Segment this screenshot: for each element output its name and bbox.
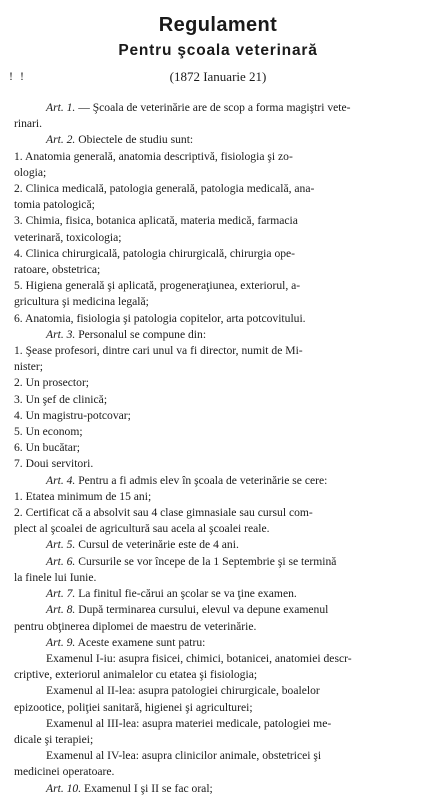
text-line (14, 456, 430, 472)
text-line (14, 554, 430, 570)
line-text: la finele lui Iunie. (14, 570, 97, 584)
article-label: Art. 2. (46, 133, 76, 147)
text-line (14, 586, 430, 602)
text-line (14, 116, 430, 132)
line-text: pentru obţinerea diplomei de maestru de veterinărie. (14, 619, 257, 633)
text-line (14, 489, 430, 505)
text-line (14, 716, 430, 732)
line-text: Examenul al III-lea: asupra materiei medicale, patologiei me- (46, 716, 332, 730)
text-line (14, 440, 430, 456)
line-text: Examenul al II-lea: asupra patologiei chirurgicale, boalelor (46, 684, 320, 698)
line-text: 1. Etatea minimum de 15 ani; (14, 489, 152, 503)
text-line (14, 100, 430, 116)
line-text: — Şcoala de veterinărie are de scop a forma magiştri vete- (75, 101, 351, 114)
text-line (14, 197, 430, 213)
text-line (14, 375, 430, 391)
text-line (14, 505, 430, 521)
line-text: criptive, exteriorul animalelor cu etatea şi fisiologia; (14, 668, 258, 682)
article-label: Art. 8. (46, 603, 76, 617)
article-label: Art. 10. (46, 781, 82, 795)
line-text: 7. Doui servitori. (14, 457, 94, 471)
document-body (14, 100, 430, 797)
line-text: 1. Anatomia generală, anatomia descriptivă, fisiologia şi zo- (14, 149, 293, 163)
text-line (14, 424, 430, 440)
line-text: 2. Un prosector; (14, 376, 90, 390)
text-line (14, 278, 430, 294)
text-line (14, 359, 430, 375)
document-subtitle: Pentru şcoala veterinară (118, 42, 318, 59)
document-title: Regulament (158, 14, 278, 36)
text-line (14, 311, 430, 327)
text-line (14, 683, 430, 699)
text-line (14, 327, 430, 343)
article-label: Art. 5. (46, 538, 76, 552)
text-line (14, 748, 430, 764)
text-line (14, 732, 430, 748)
article-label: Art. 6. (46, 554, 76, 568)
document-date: (1872 Ianuarie 21) (169, 69, 267, 84)
text-line (14, 408, 430, 424)
line-text: gricultura şi medicina legală; (14, 295, 149, 309)
text-line (14, 781, 430, 797)
text-line (14, 294, 430, 310)
line-text: veterinară, toxicologia; (14, 230, 122, 244)
line-text: tomia patologică; (14, 198, 95, 212)
line-text: 4. Clinica chirurgicală, patologia chirurgicală, chirurgia ope- (14, 246, 296, 260)
text-line (14, 181, 430, 197)
text-line (14, 262, 430, 278)
line-text: Examenul I şi II se fac oral; (81, 781, 213, 795)
article-label: Art. 3. (46, 327, 76, 341)
text-line (14, 213, 430, 229)
line-text: 5. Un econom; (14, 425, 83, 439)
text-line (14, 473, 430, 489)
line-text: 2. Certificat că a absolvit sau 4 clase gimnasiale sau cursul com- (14, 506, 313, 520)
line-text: 6. Un bucătar; (14, 441, 80, 455)
text-line (14, 246, 430, 262)
text-line (14, 602, 430, 618)
text-line (14, 392, 430, 408)
line-text: 2. Clinica medicală, patologia generală, patologia medicală, ana- (14, 182, 315, 196)
text-line (14, 700, 430, 716)
line-text: Obiectele de studiu sunt: (75, 133, 194, 147)
line-text: ologia; (14, 165, 47, 179)
line-text: nister; (14, 360, 43, 374)
text-line (14, 149, 430, 165)
article-label: Art. 9. (46, 635, 76, 649)
line-text: plect al şcoalei de agricultură sau acela al şcoalei reale. (14, 522, 270, 536)
margin-marks: ! ! (9, 69, 26, 83)
line-text: 3. Chimia, fisica, botanica aplicată, materia medică, farmacia (14, 214, 298, 228)
line-text: Cursul de veterinărie este de 4 ani. (75, 538, 239, 552)
line-text: epizootice, poliţiei sanitară, higienei şi agriculturei; (14, 700, 253, 714)
text-line (14, 521, 430, 537)
article-label: Art. 7. (46, 587, 76, 601)
line-text: Examenul I-iu: asupra fisicei, chimici, botanicei, anatomiei descr- (46, 651, 352, 665)
line-text: 3. Un şef de clinică; (14, 392, 108, 406)
text-line (14, 537, 430, 553)
line-text: După terminarea cursului, elevul va depune examenul (75, 603, 329, 617)
line-text: La finitul fie-cărui an şcolar se va ţine examen. (75, 587, 297, 601)
text-line (14, 619, 430, 635)
line-text: Pentru a fi admis elev în şcoala de veterinărie se cere: (75, 473, 328, 487)
line-text: Examenul al IV-lea: asupra clinicilor animale, obstetricei şi (46, 749, 322, 763)
line-text: medicinei operatoare. (14, 765, 115, 779)
text-line (14, 667, 430, 683)
line-text: Personalul se compune din: (75, 327, 207, 341)
text-line (14, 635, 430, 651)
line-text: 6. Anatomia, fisiologia şi patologia copitelor, arta potcovitului. (14, 311, 306, 325)
text-line (14, 651, 430, 667)
line-text: 1. Şease profesori, dintre cari unul va fi director, numit de Mi- (14, 344, 303, 358)
text-line (14, 570, 430, 586)
text-line (14, 165, 430, 181)
text-line (14, 343, 430, 359)
line-text: ratoare, obstetrica; (14, 263, 101, 277)
article-label: Art. 4. (46, 473, 76, 487)
line-text: Aceste examene sunt patru: (75, 635, 206, 649)
line-text: 5. Higiena generală şi aplicată, progeneraţiunea, exteriorul, a- (14, 279, 301, 293)
article-label: Art. 1. (46, 101, 76, 114)
line-text: dicale şi terapiei; (14, 732, 94, 746)
line-text: rinari. (14, 117, 43, 131)
text-line (14, 230, 430, 246)
text-line (14, 132, 430, 148)
line-text: Cursurile se vor începe de la 1 Septembrie şi se termină (75, 554, 337, 568)
line-text: 4. Un magistru-potcovar; (14, 408, 131, 422)
text-line (14, 764, 430, 780)
